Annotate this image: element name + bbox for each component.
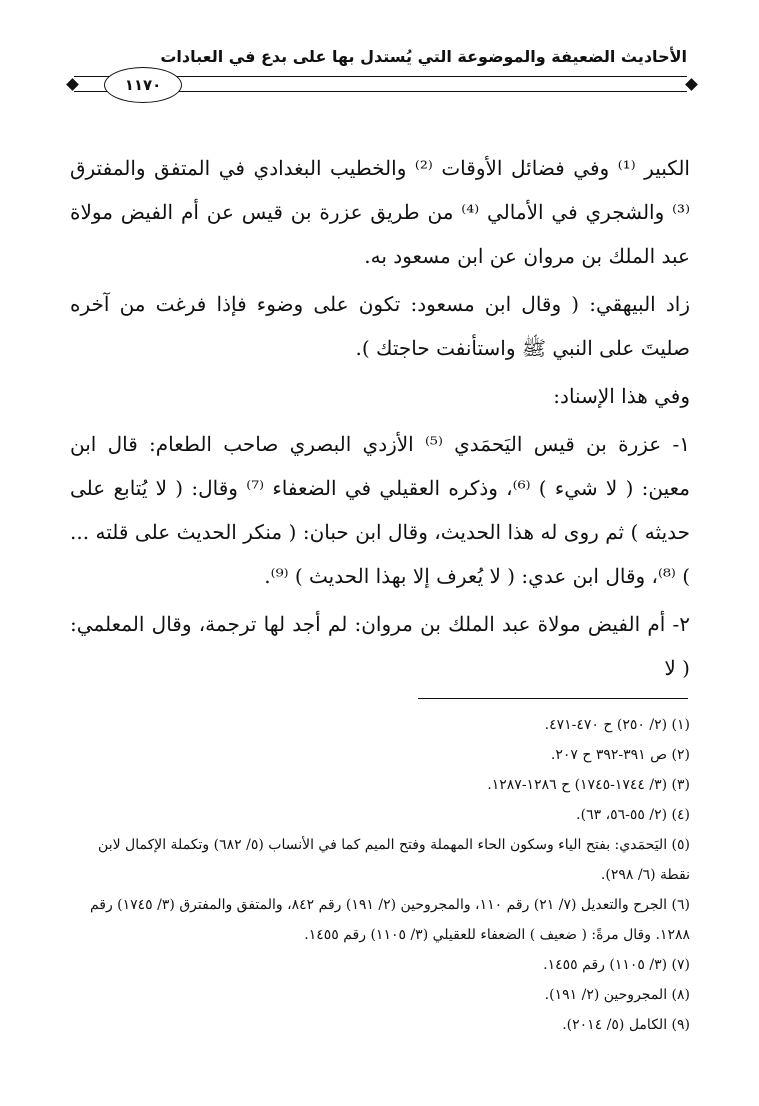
- header-ornament-right: [685, 78, 698, 91]
- footnote-separator: [418, 698, 688, 699]
- paragraph: زاد البيهقي: ( وقال ابن مسعود: تكون على وضوء فإذا فرغت من آخره صليتَ على النبي ﷺ واستأنفت حاجتك ).: [70, 292, 690, 360]
- footnote-5: (٥) اليَحمَدي: بفتح الياء وسكون الحاء المهملة وفتح الميم كما في الأنساب (٥/ ٦٨٢) وتكملة الإكمال لابن نقطة (٦/ ٢٩٨).: [98, 837, 690, 883]
- footnotes: [70, 710, 690, 1040]
- page-number: ١١٧٠: [104, 67, 182, 103]
- footnote-3: (٣) (٣/ ١٧٤٤-١٧٤٥) ح ١٢٨٦-١٢٨٧.: [487, 777, 690, 793]
- paragraph: ٢- أم الفيض مولاة عبد الملك بن مروان: لم أجد لها ترجمة، وقال المعلمي: ( لا: [70, 612, 690, 680]
- footnote-1: (١) (٢/ ٢٥٠) ح ٤٧٠-٤٧١.: [544, 717, 690, 733]
- footnote-4: (٤) (٢/ ٥٥-٥٦، ٦٣).: [576, 807, 690, 823]
- paragraph: الكبير ⁽¹⁾ وفي فضائل الأوقات ⁽²⁾ والخطيب البغدادي في المتفق والمفترق ⁽³⁾ والشجري في الأمالي ⁽⁴⁾ من طريق عزرة بن قيس عن أم الفيض مولاة عبد الملك بن مروان عن ابن مسعود به.: [70, 156, 690, 268]
- header-ornament-left: [66, 78, 79, 91]
- paragraph: ١- عزرة بن قيس اليَحمَدي ⁽⁵⁾ الأزدي البصري صاحب الطعام: قال ابن معين: ( لا شيء ) ⁽⁶⁾، وذكره العقيلي في الضعفاء ⁽⁷⁾ وقال: ( لا يُتابع على حديثه ) ثم روى له هذا الحديث، وقال ابن حبان: ( منكر الحديث على قلته ... ) ⁽⁸⁾، وقال ابن عدي: ( لا يُعرف إلا بهذا الحديث ) ⁽⁹⁾.: [70, 432, 690, 588]
- main-text: [70, 146, 690, 694]
- footnote-7: (٧) (٣/ ١١٠٥) رقم ١٤٥٥.: [543, 957, 690, 973]
- footnote-8: (٨) المجروحين (٢/ ١٩١).: [544, 987, 690, 1003]
- header-title: الأحاديث الضعيفة والموضوعة التي يُستدل بها على بدع في العبادات: [160, 47, 687, 66]
- paragraph: وفي هذا الإسناد:: [553, 384, 690, 408]
- footnote-6: (٦) الجرح والتعديل (٧/ ٢١) رقم ١١٠، والمجروحين (٢/ ١٩١) رقم ٨٤٢، والمتفق والمفترق (٣/ ١٧٤٥) رقم ١٢٨٨. وقال مرةً: ( ضعيف ) الضعفاء للعقيلي (٣/ ١١٠٥) رقم ١٤٥٥.: [89, 897, 690, 943]
- footnote-9: (٩) الكامل (٥/ ٢٠١٤).: [562, 1017, 690, 1033]
- footnote-2: (٢) ص ٣٩١-٣٩٢ ح ٢٠٧.: [550, 747, 690, 763]
